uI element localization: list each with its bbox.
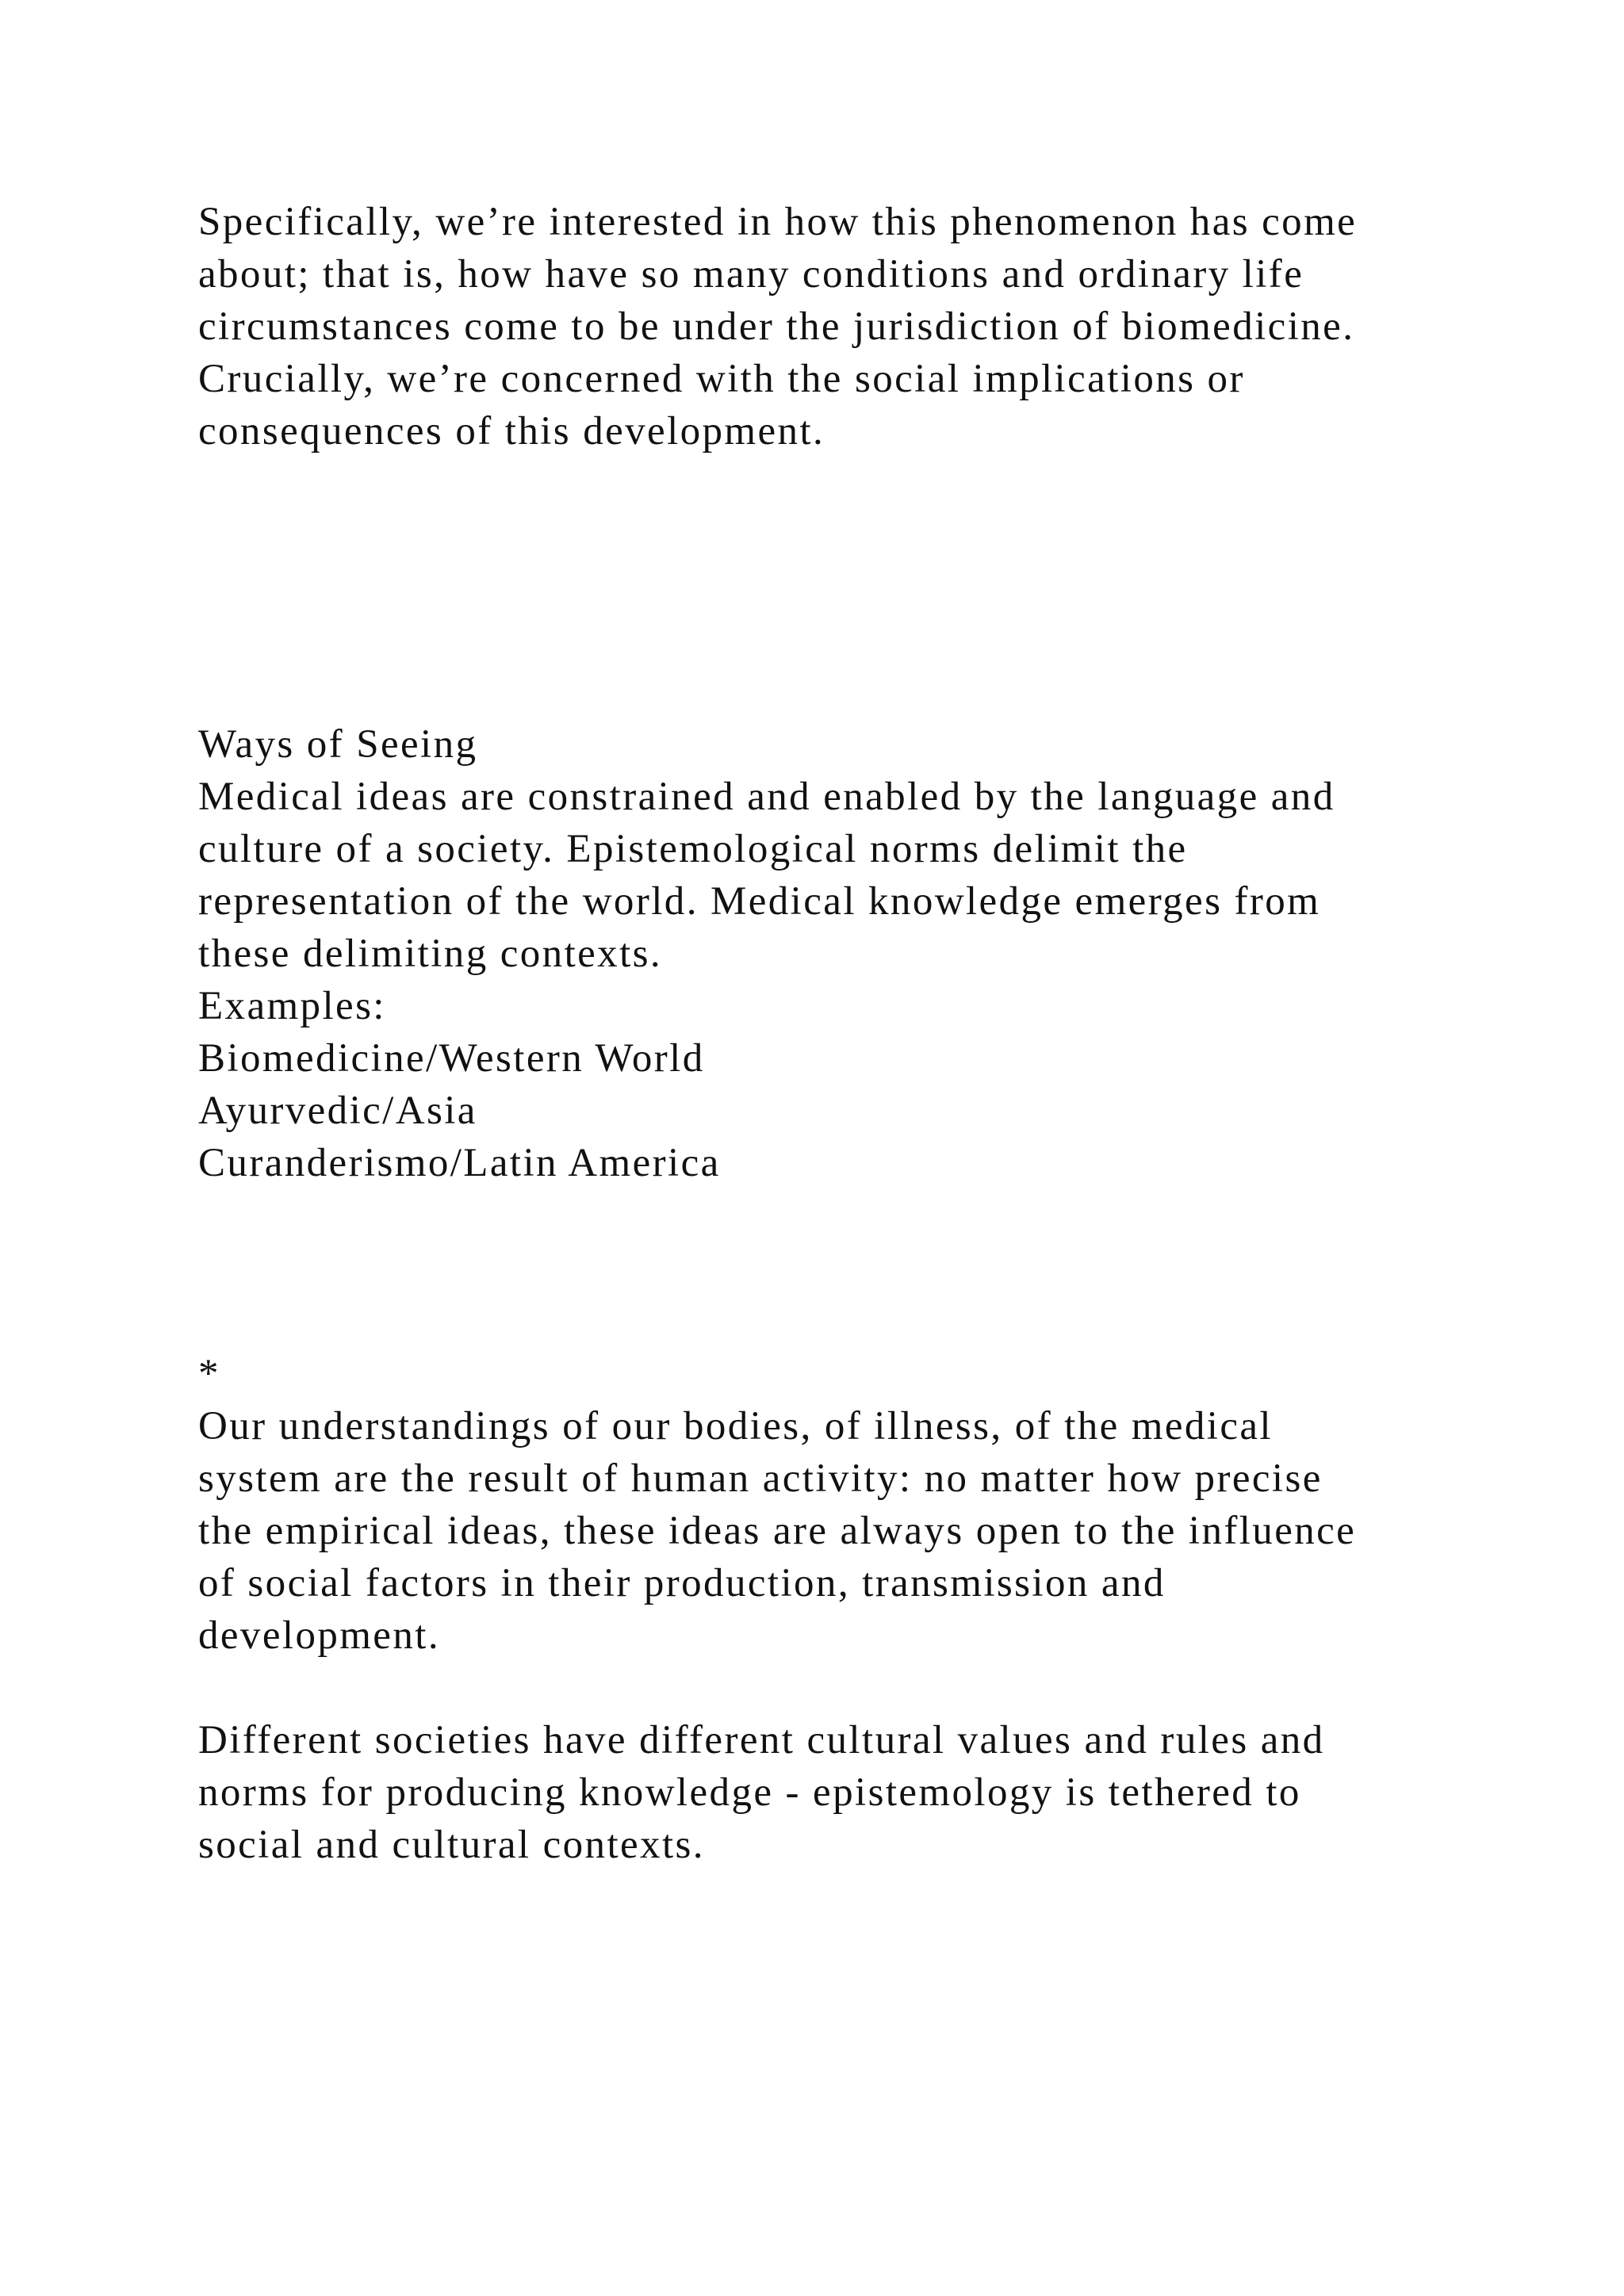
text-line: Different societies have different cultural values and rules and xyxy=(198,1718,1325,1762)
text-line: norms for producing knowledge - epistemology is tethered to xyxy=(198,1770,1301,1815)
text-line: Specifically, we’re interested in how this phenomenon has come xyxy=(198,200,1358,244)
text-line: Our understandings of our bodies, of illness, of the medical xyxy=(198,1404,1274,1448)
text-line: these delimiting contexts. xyxy=(198,932,663,976)
example-item: Curanderismo/Latin America xyxy=(198,1141,721,1185)
text-line: development. xyxy=(198,1613,440,1658)
example-item: Ayurvedic/Asia xyxy=(198,1089,477,1133)
text-line: culture of a society. Epistemological norms delimit the xyxy=(198,827,1188,871)
text-line: system are the result of human activity: no matter how precise xyxy=(198,1456,1323,1501)
examples-label: Examples: xyxy=(198,984,386,1028)
text-line: consequences of this development. xyxy=(198,409,825,453)
text-line: the empirical ideas, these ideas are always open to the influence xyxy=(198,1509,1357,1553)
example-item: Biomedicine/Western World xyxy=(198,1036,705,1081)
text-line: Crucially, we’re concerned with the social implications or xyxy=(198,357,1245,401)
section-heading: Ways of Seeing xyxy=(198,722,478,767)
asterisk-marker: * xyxy=(198,1352,220,1396)
text-line: social and cultural contexts. xyxy=(198,1823,705,1867)
text-line: of social factors in their production, transmission and xyxy=(198,1561,1166,1605)
text-line: about; that is, how have so many conditions and ordinary life xyxy=(198,252,1304,297)
text-line: circumstances come to be under the jurisdiction of biomedicine. xyxy=(198,304,1355,349)
text-line: Medical ideas are constrained and enabled by the language and xyxy=(198,775,1335,819)
text-line: representation of the world. Medical knowledge emerges from xyxy=(198,879,1321,924)
